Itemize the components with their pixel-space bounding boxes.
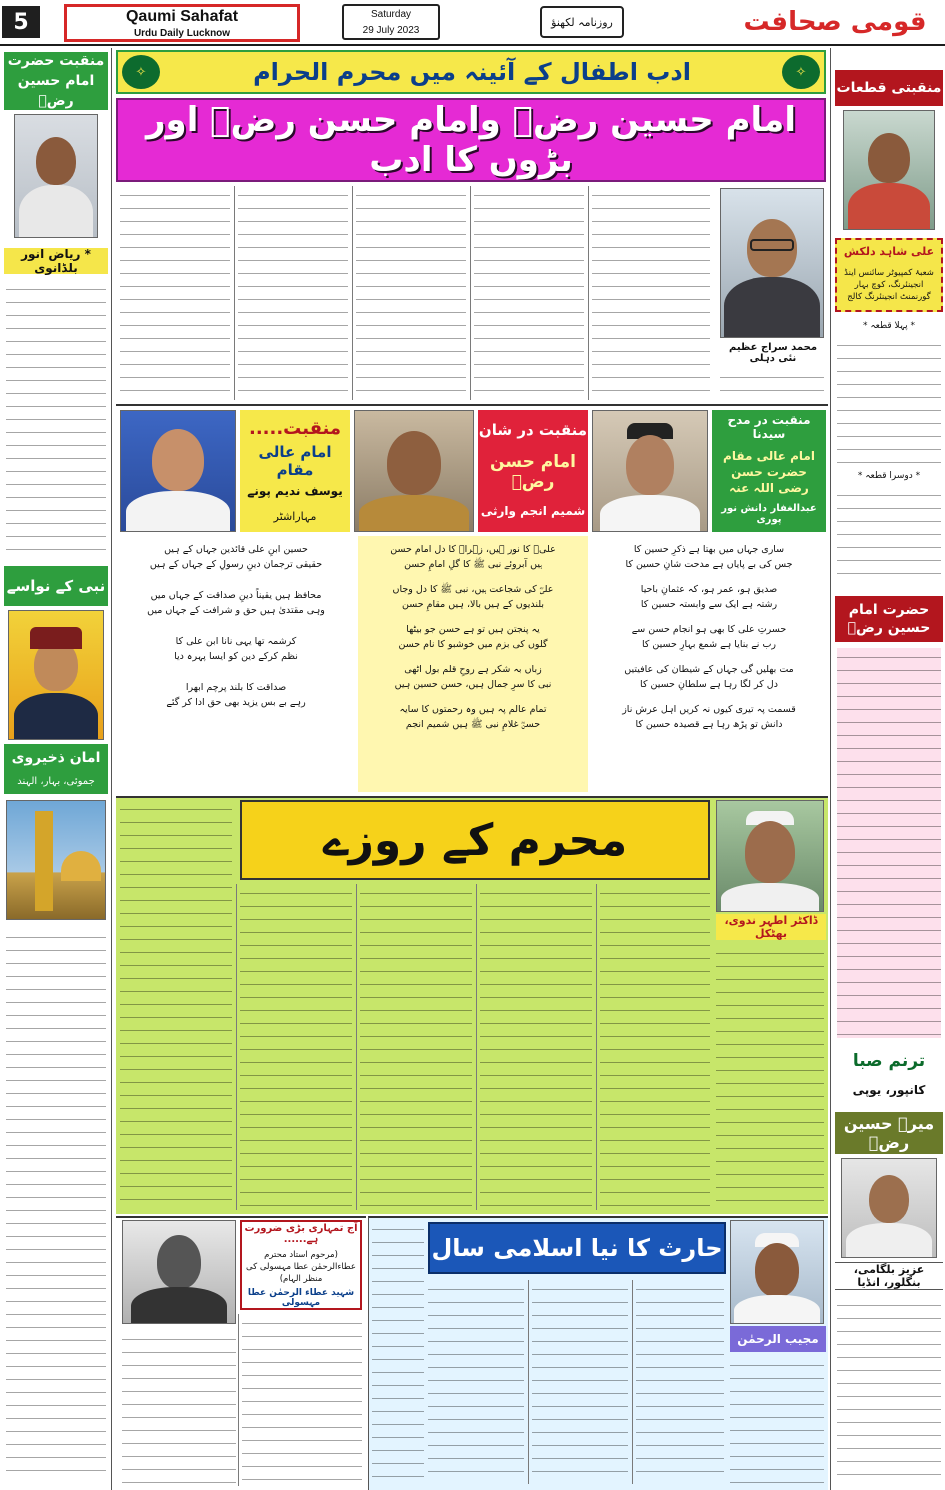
article1-col-3	[356, 186, 466, 400]
roznama-label: روزنامہ لکھنؤ	[540, 6, 624, 38]
mujeeb-photo	[730, 1220, 824, 1324]
poet-riyaz: * ریاض انور بلڈانوی	[4, 248, 108, 274]
haris-col-3	[532, 1280, 628, 1484]
poem-line: ہیں آبروئے نبی ﷺ کا گلِ امامِ حسن	[404, 559, 542, 570]
aaj-col-2	[242, 1314, 362, 1486]
manqabat-dots: منقبت.....	[248, 417, 342, 439]
dome-shrine-image	[6, 800, 106, 920]
poem-abdul-ghaffar	[592, 536, 826, 792]
page-number: 5	[2, 6, 40, 38]
imam-hassan-full: امام عالی مقام حضرت حسن رضی اللہ عنہ	[723, 449, 815, 495]
top-banner	[116, 50, 826, 94]
siraj-azeem-caption: محمد سراج عظیم نئی دہلی	[728, 342, 818, 364]
muharram-col-5	[600, 884, 710, 1210]
tarannum-place: کانپور، یوپی	[852, 1083, 926, 1097]
article1-col-6	[720, 368, 824, 402]
poem-line: علیؓ کا نور ہیں، زہراؓ کا دل امام حسن	[390, 544, 556, 555]
mere-hussain-title: میرے حسین رضؓ	[835, 1112, 943, 1154]
poem-line: حقیقی ترجمان دینِ رسولِ کے جہاں کے ہیں	[149, 559, 323, 570]
haris-title: حارث کا نیا اسلامی سال	[428, 1222, 726, 1274]
poem-line: رہے بے بس یزید بھی حق ادا کر گئے	[166, 697, 306, 708]
muharram-col-2	[240, 884, 352, 1210]
poem-line: صداقت کا بلند پرچم ابھرا	[185, 682, 287, 693]
haris-col-4	[636, 1280, 724, 1484]
shamim-anjum-photo	[354, 410, 474, 532]
nabi-ke-nawase-title: نبی کے نواسے	[4, 566, 108, 606]
muharram-title: محرم کے روزے	[240, 800, 710, 880]
article1-col-2	[238, 186, 348, 400]
imam-hassan-label: امام حسن رضؓ	[490, 452, 576, 492]
main-headline-text: امام حسین رضؓ وامام حسن رضؓ اور بڑوں کا ادب	[145, 100, 796, 180]
article1-col-4	[474, 186, 584, 400]
banner-top-title: ادب اطفال کے آئینہ میں محرم الحرام	[253, 58, 691, 86]
masthead-latin: Qaumi Sahafat	[125, 8, 239, 25]
poem-line: علیؓ کی شجاعت ہیں، نبی ﷺ کا دل وجاں	[392, 584, 554, 595]
abdul-ghaffar-photo	[592, 410, 708, 532]
page-header	[0, 0, 945, 46]
left-manqabat-title: منقبت حضرت امام حسین رضؓ	[4, 52, 108, 110]
poem-line: مت بھلیں گی جہاں کے شیطان کی عافیتیں	[624, 664, 794, 675]
haris-col-5	[730, 1356, 824, 1484]
manqabat-sayyidna: منقبت در مدح سیدنا	[727, 413, 811, 441]
muharram-col-4	[480, 884, 592, 1210]
ali-shahid-name: علی شاہد دلکش	[843, 244, 935, 258]
poem-line: گلوں کی بزم میں خوشبو کا نام حسن	[398, 639, 548, 650]
aman-zakhirvi-photo	[8, 610, 104, 740]
left-poem-1	[6, 280, 106, 550]
date-label: 29 July 2023	[362, 24, 420, 36]
poem-line: نبی کا سرِ جمال ہیں، حسن حسین ہیں	[394, 679, 552, 690]
poem-line: نظم کرکے دین کو ایسا پہرہ دیا	[174, 651, 298, 662]
dr-athar-caption: ڈاکٹر اطہر ندوی، بھٹکل	[716, 914, 826, 940]
masthead-subtitle: Urdu Daily Lucknow	[133, 27, 231, 39]
shamim-name: شمیم انجم وارثی	[480, 504, 586, 518]
poem-shamim	[358, 536, 588, 792]
muharram-col-6	[716, 944, 824, 1210]
article1-col-5	[592, 186, 710, 400]
muharram-col-3	[360, 884, 472, 1210]
poem-line: ساری جہاں میں بھتا ہے ذکرِ حسین کا	[633, 544, 785, 555]
calligraphy-left-medallion: ✧	[122, 55, 160, 89]
poem-line: دل کر لگا رہا ہے سلطانِ حسین کا	[640, 679, 778, 690]
mere-hussain-poem	[837, 1296, 941, 1486]
siraj-azeem-photo	[720, 188, 824, 338]
poem-line: جس کی بے پایاں ہے مدحت شانِ حسین کا	[625, 559, 793, 570]
poem-line: قسمت پہ تیری کیوں نہ کریں اہل عرش ناز	[622, 704, 796, 715]
right-sidebar	[830, 48, 945, 1490]
aziz-belgami-photo	[841, 1158, 937, 1258]
aaj-subtitle: (مرحوم استاد محترم عطاءالرحمٰن عطا مہسولی کی منظر الہام)	[246, 1250, 356, 1284]
poem-line: صدیق ہو، عمر ہو، کہ عثمانِ باحیا	[640, 584, 778, 595]
aaj-title-box	[240, 1220, 362, 1310]
haris-col-2	[428, 1280, 524, 1484]
date-box	[342, 4, 440, 40]
haris-col-1	[372, 1220, 424, 1484]
aman-name: امان ذخیروی	[11, 750, 101, 766]
poem-line: وہی مقتدیٰ ہیں حق و شرافت کے جہاں میں	[147, 605, 325, 616]
yusuf-manqabat-box	[240, 410, 350, 532]
aman-caption	[4, 744, 108, 794]
poem-line: حسین ابنِ علی قائدین جہاں کے ہیں	[164, 544, 308, 555]
hazrat-poem	[837, 648, 941, 1038]
yusuf-place: مہاراشٹر	[273, 509, 317, 523]
dr-athar-photo	[716, 800, 824, 912]
hazrat-imam-hussain-title: حضرت امام حسین رضؓ	[835, 596, 943, 642]
manqabati-qitat-title: منقبتی قطعات	[835, 70, 943, 106]
poem-line: تمام عالم پہ ہیں وہ رحمتوں کا سایہ	[399, 704, 547, 715]
poem-line: زباں بہ شکر ہے روحِ قلم بول اٹھی	[404, 664, 542, 675]
abdul-ghaffar-box	[712, 410, 826, 532]
left-poem-2	[6, 928, 106, 1483]
yusuf-name: یوسف ندیم پونے	[247, 484, 343, 498]
poem-line: رب نے بنایا ہے شمع بہارِ حسین کا	[641, 639, 777, 650]
ata-ur-rahman-photo	[122, 1220, 236, 1324]
ali-shahid-photo	[843, 110, 935, 230]
aaj-col-1	[122, 1330, 236, 1486]
masthead-latin-box	[64, 4, 300, 42]
poem-line: محافظ ہیں یقیناً دینِ صداقت کے جہاں میں	[150, 590, 322, 601]
manqabat-dar-shan: منقبت در شان	[478, 421, 588, 439]
poem-line: یہ پنجتن ہیں تو ہے حسن جو بیٹھا	[406, 624, 540, 635]
aaj-title: آج تمہاری بڑی ضرورت ہے......	[244, 1223, 358, 1245]
ali-shahid-caption	[835, 238, 943, 312]
tarannum-name: ترنم صبا	[852, 1051, 926, 1071]
aziz-caption: عزیز بلگامی، بنگلور، انڈیا	[835, 1262, 943, 1290]
poem-line: دانش تو پڑھ رہا ہے قصیدہ حسین کا	[635, 719, 783, 730]
riyaz-anwar-photo	[14, 114, 98, 238]
poem-line: حسرتِ علی کا بھی ہو انجام حسن سے	[631, 624, 787, 635]
shamim-manqabat-box	[478, 410, 588, 532]
muharram-col-1	[120, 800, 232, 1208]
article1-col-1	[120, 186, 230, 400]
day-label: Saturday	[370, 8, 412, 20]
poem-line: کرشمہ تھا یہی نانا ابن علی کا	[175, 636, 297, 647]
poem-line: بلندیوں کے ہیں بالا، ہیں مقامِ حسن	[402, 599, 544, 610]
left-sidebar	[0, 48, 112, 1490]
masthead-urdu: قومی صحافت	[743, 7, 927, 37]
pehla-qita-label: * پہلا قطعہ *	[862, 321, 916, 331]
abdul-ghaffar-name: عبدالغفار دانش نور پوری	[721, 503, 817, 525]
imam-aali-maqam: امام عالی مقام	[258, 443, 332, 479]
doosra-qita-label: * دوسرا قطعہ *	[857, 471, 921, 481]
tarannum-caption	[835, 1044, 943, 1108]
aman-place: جموئی، بہار، الہند	[17, 775, 95, 787]
ali-shahid-detail: شعبۂ کمپیوٹر سائنس اینڈ انجینئرنگ، کوچ بہار گورنمنٹ انجینئرنگ کالج	[844, 268, 934, 302]
calligraphy-right-medallion: ✧	[782, 55, 820, 89]
doosra-qita-text	[837, 486, 941, 586]
mujeeb-caption: مجیب الرحمٰن	[730, 1326, 826, 1352]
poem-line: رشتہ ہے ایک سے وابستہ حسین کا	[640, 599, 778, 610]
shaheed-name: شہید عطاء الرحمٰن عطا مہسولی	[247, 1288, 355, 1308]
poem-yusuf	[118, 536, 354, 792]
main-headline	[116, 98, 826, 182]
yusuf-nadeem-photo	[120, 410, 236, 532]
pehla-qita-text	[837, 336, 941, 464]
poem-line: حسنؓ غلامِ نبی ﷺ ہیں شمیم انجم	[405, 719, 541, 730]
